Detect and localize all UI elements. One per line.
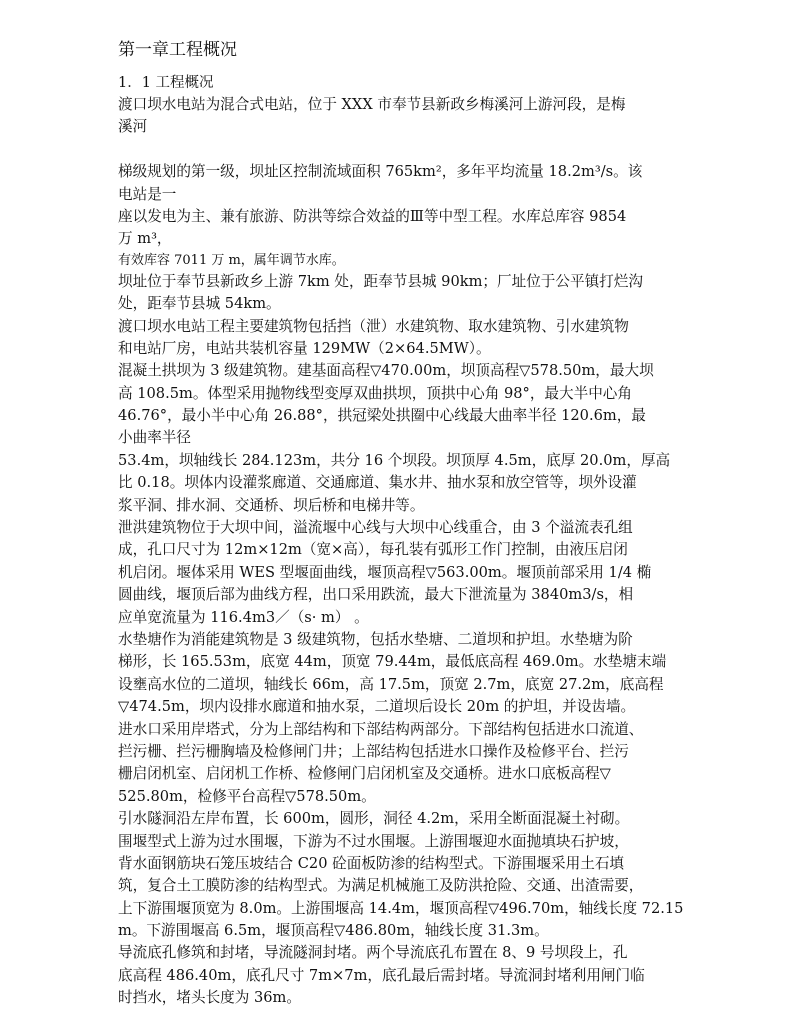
text-line: 46.76°，最小半中心角 26.88°，拱冠梁处拱圈中心线最大曲率半径 120.6m，最 [118,407,646,425]
paragraph-intro [118,94,678,251]
blank-line [118,139,678,161]
text-line: 和电站厂房，电站共装机容量 129MW（2×64.5MW）。 [118,339,491,357]
text-line: 处，距奉节县城 54km。 [118,295,281,313]
text-line: 渡口坝水电站为混合式电站，位于 XXX 市奉节县新政乡梅溪河上游河段，是梅 [118,96,626,113]
text-line: 有效库容 7011 万 m，属年调节水库。 [118,252,345,268]
text-line: 栅启闭机室、启闭机工作桥、检修闸门启闭机室及交通桥。进水口底板高程▽ [118,765,611,783]
text-line: 浆平洞、排水洞、交通桥、坝后桥和电梯井等。 [118,496,425,514]
text-line: 坝址位于奉节县新政乡上游 7km 处，距奉节县城 90km；厂址位于公平镇打烂沟 [118,272,643,290]
text-line: 比 0.18。坝体内设灌浆廊道、交通廊道、集水井、抽水泵和放空管等，坝外设灌 [118,474,637,492]
text-line: 梯形，长 165.53m，底宽 44m，顶宽 79.44m，最低底高程 469.0m。水垫塘末端 [118,653,667,671]
text-line: 底高程 486.40m，底孔尺寸 7m×7m，底孔最后需封堵。导流洞封堵利用闸门临 [118,966,645,984]
text-line: 高 108.5m。体型采用抛物线型变厚双曲拱坝，顶拱中心角 98°，最大半中心角 [118,384,632,402]
text-line: 溪河 [118,118,148,136]
text-line: 拦污栅、拦污栅胸墙及检修闸门井；上部结构包括进水口操作及检修平台、拦污 [118,742,629,760]
text-line: 围堰型式上游为过水围堰，下游为不过水围堰。上游围堰迎水面抛填块石护坡， [118,832,629,850]
text-line: 成，孔口尺寸为 12m×12m（宽×高），每孔装有弧形工作门控制，由液压启闭 [118,541,628,559]
text-line: 上下游围堰顶宽为 8.0m。上游围堰高 14.4m，堰顶高程▽496.70m，轴线长度 72.15 [118,899,684,917]
text-line: 梯级规划的第一级，坝址区控制流域面积 765km²，多年平均流量 18.2m³/s。该 [118,163,643,181]
text-line: 水垫塘作为消能建筑物是 3 级建筑物，包括水垫塘、二道坝和护坦。水垫塘为阶 [118,630,633,648]
document-page [118,38,684,1010]
text-line: 泄洪建筑物位于大坝中间，溢流堰中心线与大坝中心线重合，由 3 个溢流表孔组 [118,519,633,537]
text-line: 圆曲线，堰顶后部为曲线方程，出口采用跌流，最大下泄流量为 3840m3/s，相 [118,586,634,604]
text-line: 电站是一 [118,185,177,203]
text-line: ▽474.5m，坝内设排水廊道和抽水泵，二道坝后设长 20m 的护坦，并设齿墙。 [118,698,636,716]
text-line: 设壅高水位的二道坝，轴线长 66m，高 17.5m，顶宽 2.7m，底宽 27.2m，底高程 [118,675,664,693]
text-line: 进水口采用岸塔式，分为上部结构和下部结构两部分。下部结构包括进水口流道、 [118,720,644,738]
text-line: 引水隧洞沿左岸布置，长 600m，圆形，洞径 4.2m，采用全断面混凝土衬砌。 [118,810,630,828]
text-line: 座以发电为主、兼有旅游、防洪等综合效益的Ⅲ等中型工程。水库总库容 9854 [118,207,627,225]
section-title: 1．1 工程概况 [118,75,214,91]
text-line: 机启闭。堰体采用 WES 型堰面曲线，堰顶高程▽563.00m。堰顶前部采用 1/4 椭 [118,563,652,581]
paragraph-body [118,271,684,1010]
text-line: 背水面钢筋块石笼压坡结合 C20 砼面板防渗的结构型式。下游围堰采用土石填 [118,854,625,872]
text-line: 筑，复合土工膜防渗的结构型式。为满足机械施工及防洪抢险、交通、出渣需要， [118,877,644,895]
text-line: 渡口坝水电站工程主要建筑物包括挡（泄）水建筑物、取水建筑物、引水建筑物 [118,317,629,335]
text-line: 53.4m，坝轴线长 284.123m，共分 16 个坝段。坝顶厚 4.5m，底厚 20.0m，厚高 [118,451,671,469]
text-line: 混凝土拱坝为 3 级建筑物。建基面高程▽470.00m，坝顶高程▽578.50m，最大坝 [118,362,654,380]
text-line: 应单宽流量为 116.4m3／（s· m） 。 [118,608,369,626]
chapter-title: 第一章工程概况 [118,40,237,60]
paragraph-small [118,251,678,271]
text-line: 万 m³， [118,230,172,248]
text-line: 525.80m，检修平台高程▽578.50m。 [118,787,376,805]
text-line: m。下游围堰高 6.5m，堰顶高程▽486.80m，轴线长度 31.3m。 [118,922,549,940]
text-line: 导流底孔修筑和封堵，导流隧洞封堵。两个导流底孔布置在 8、9 号坝段上，孔 [118,944,628,962]
text-line: 时挡水，堵头长度为 36m。 [118,989,301,1007]
text-line: 小曲率半径 [118,429,191,447]
